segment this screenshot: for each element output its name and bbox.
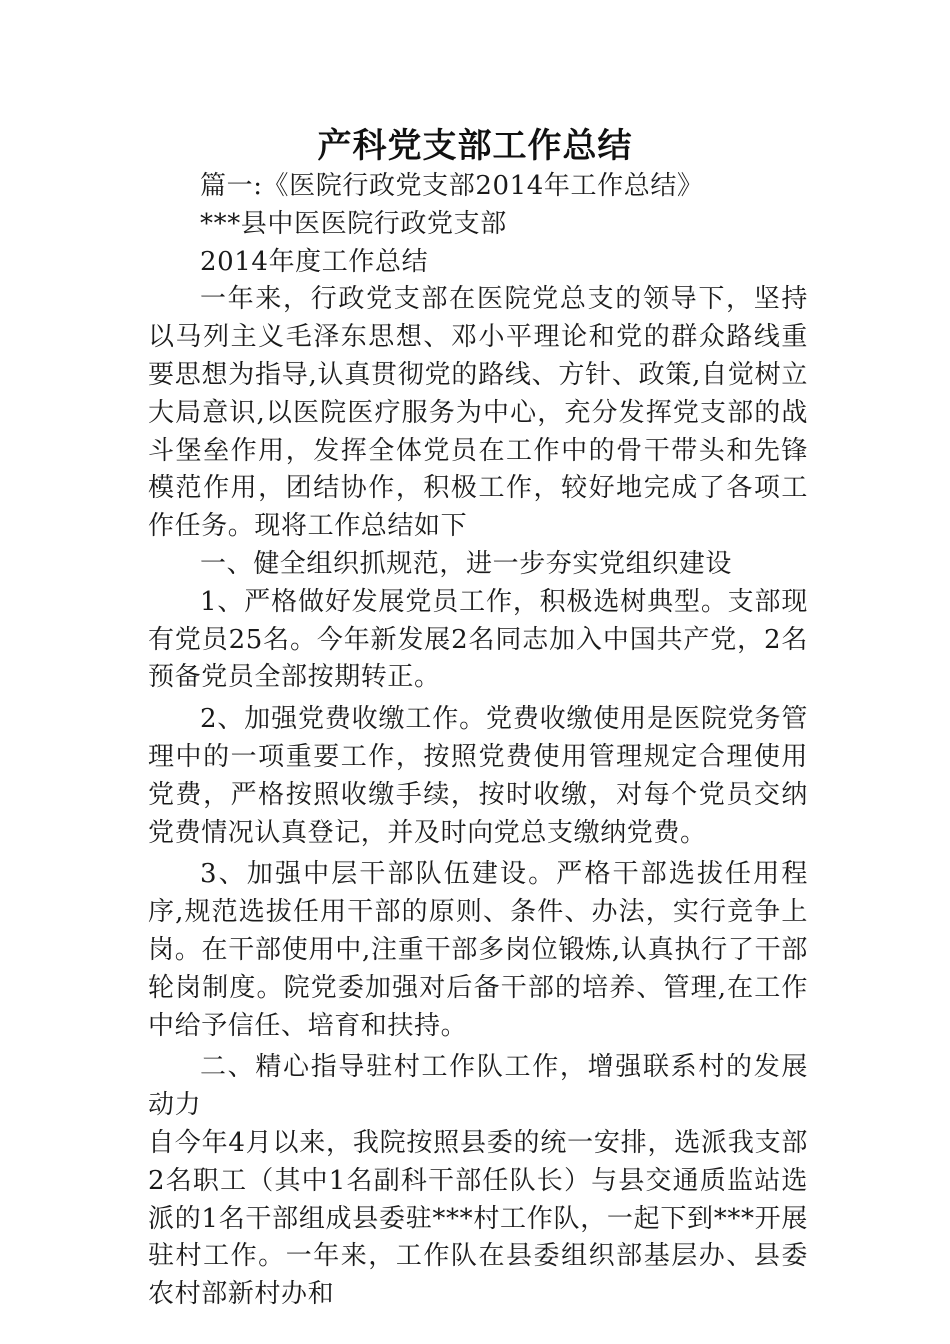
section-heading-2: 二、精心指导驻村工作队工作，增强联系村的发展动力 (148, 1052, 808, 1121)
paragraph-item-3: 3、加强中层干部队伍建设。严格干部选拔任用程序,规范选拔任用干部的原则、条件、办法，实行竞争上岗。在干部使用中,注重干部多岗位锻炼,认真执行了干部轮岗制度。院党委加强对后备干部的培养、管理,在工作中给予信任、培育和扶持。 (148, 859, 808, 1041)
paragraph-intro: 一年来，行政党支部在医院党总支的领导下，坚持以马列主义毛泽东思想、邓小平理论和党的群众路线重要思想为指导,认真贯彻党的路线、方针、政策,自觉树立大局意识,以医院医疗服务为中心，充分发挥党支部的战斗堡垒作用，发挥全体党员在工作中的骨干带头和先锋模范作用，团结协作，积极工作，较好地完成了各项工作任务。现将工作总结如下 (148, 284, 808, 542)
paragraph-source-heading: 篇一:《医院行政党支部2014年工作总结》 (200, 171, 704, 201)
paragraph-item-1: 1、严格做好发展党员工作，积极选树典型。支部现有党员25名。今年新发展2名同志加入中国共产党，2名预备党员全部按期转正。 (148, 586, 808, 693)
section-heading-1: 一、健全组织抓规范，进一步夯实党组织建设 (200, 548, 733, 579)
paragraph-village-work: 自今年4月以来，我院按照县委的统一安排，选派我支部2名职工（其中1名副科干部任队长）与县交通质监站选派的1名干部组成县委驻***村工作队，一起下到***开展驻村工作。一年来，工作队在县委组织部基层办、县委农村部新村办和 (148, 1127, 808, 1310)
paragraph-item-2: 2、加强党费收缴工作。党费收缴使用是医院党务管理中的一项重要工作，按照党费使用管理规定合理使用党费，严格按照收缴手续，按时收缴，对每个党员交纳党费情况认真登记，并及时向党总支缴纳党费。 (148, 704, 808, 848)
paragraph-subtitle: 2014年度工作总结 (200, 246, 429, 277)
document-title: 产科党支部工作总结 (317, 126, 633, 166)
document-body (148, 168, 808, 1314)
paragraph-organization: ***县中医医院行政党支部 (200, 208, 507, 239)
